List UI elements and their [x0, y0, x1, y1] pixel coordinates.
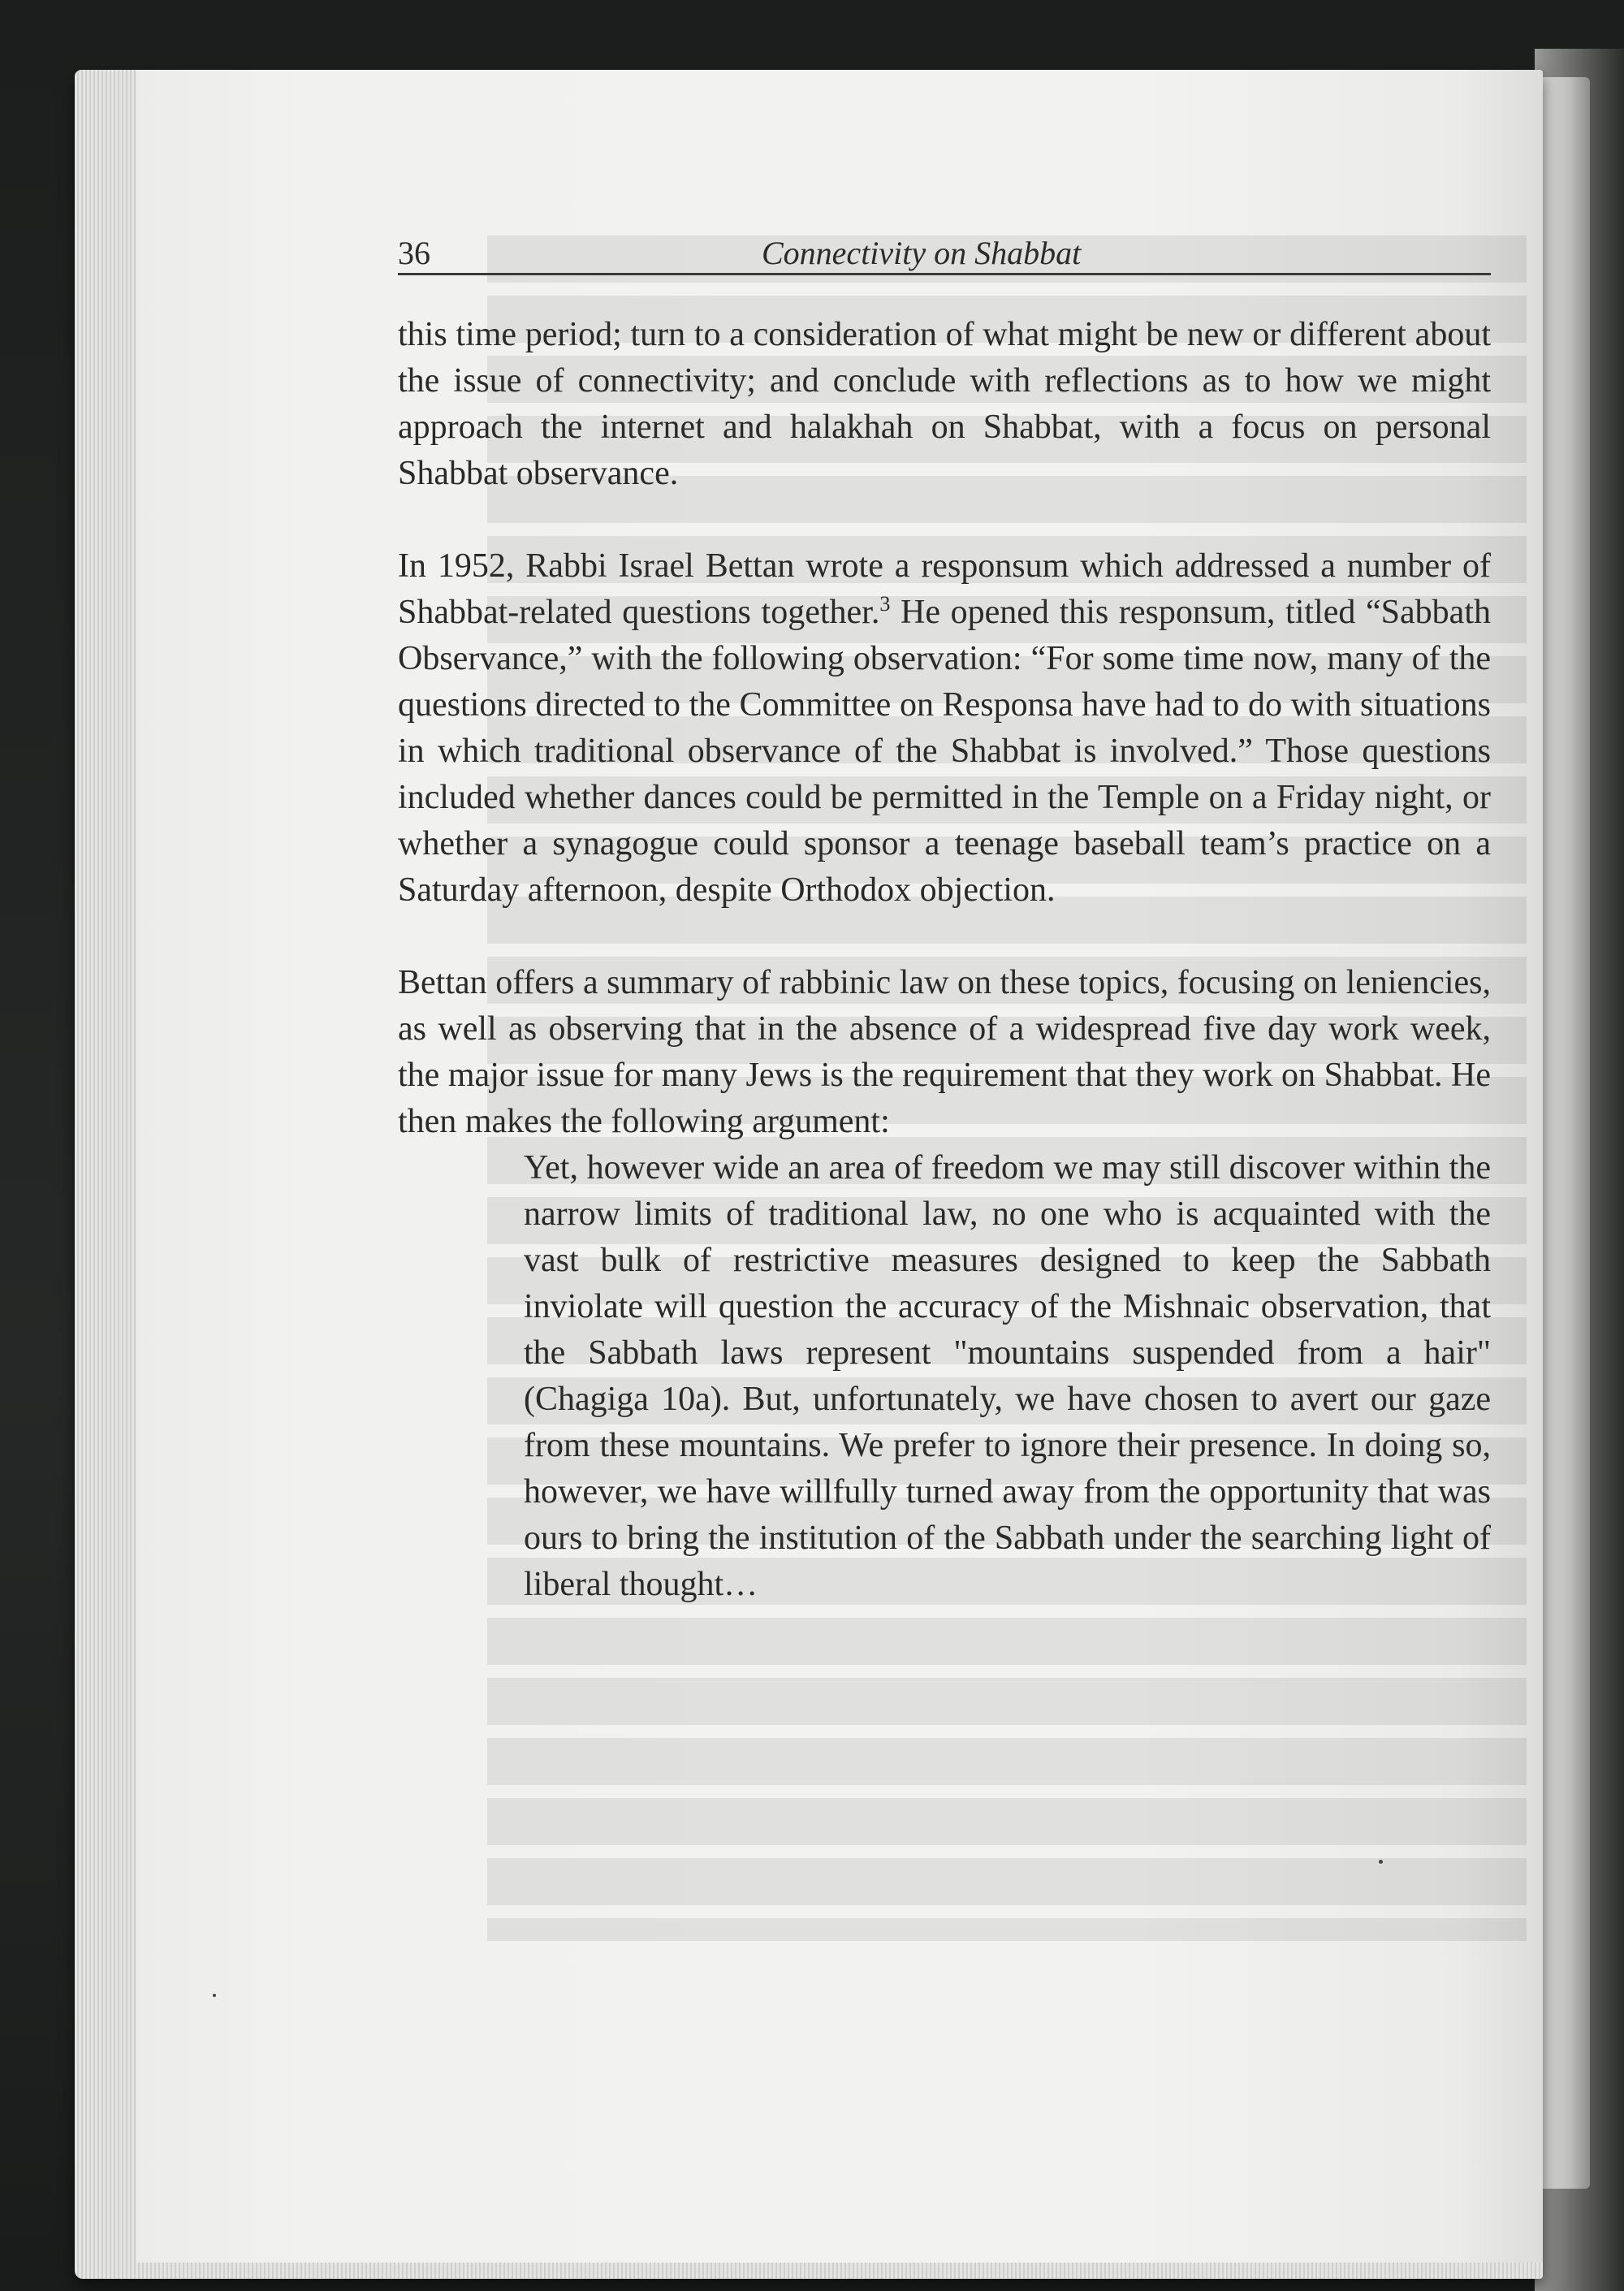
book-title: Connectivity on Shabbat	[762, 235, 1082, 271]
page-number: 36	[398, 235, 430, 271]
dust-speck	[213, 1994, 216, 1997]
main-text	[398, 312, 1491, 1608]
dust-speck	[1379, 1860, 1383, 1864]
paragraph: this time period; turn to a consideration of what might be new or different about the issue of connectivity; and conclude with reflections as to how we might approach the internet and halakhah on Shabbat, with a focus on personal Shabbat observance.	[398, 316, 1491, 492]
facing-page-edge	[1541, 77, 1590, 2189]
footnote-reference: 3	[879, 592, 891, 616]
running-header	[398, 234, 1491, 275]
paragraph-text: In 1952, Rabbi Israel Bettan wrote a responsum which addressed a number of Shabbat-related questions together.	[398, 547, 1491, 631]
paragraph	[398, 543, 1491, 914]
block-quote: Yet, however wide an area of freedom we may still discover within the narrow limits of traditional law, no one who is acquainted with the vast bulk of restrictive measures designed to keep the Sabbath inviolate will question the accuracy of the Mishnaic observation, that the Sabbath laws represent "mountains suspended from a hair" (Chagiga 10a). But, unfortunately, we have chosen to avert our gaze from these mountains. We prefer to ignore their presence. In doing so, however, we have willfully turned away from the opportunity that was ours to bring the institution of the Sabbath under the searching light of liberal thought…	[524, 1149, 1491, 1603]
paragraph: Bettan offers a summary of rabbinic law on these topics, focusing on leniencies, as well as observing that in the absence of a widespread five day work week, the major issue for many Jews is the requirement that they work on Shabbat. He then makes the following argument:	[398, 964, 1491, 1140]
paragraph-text: He opened this responsum, titled “Sabbath Observance,” with the following observation: “For some time now, many of the questions directed to the Committee on Responsa have had to do with situations in which traditional observance of the Shabbat is involved.” Those questions included whether dances could be permitted in the Temple on a Friday night, or whether a synagogue could sponsor a teenage baseball team’s practice on a Saturday afternoon, despite Orthodox objection.	[398, 594, 1491, 909]
